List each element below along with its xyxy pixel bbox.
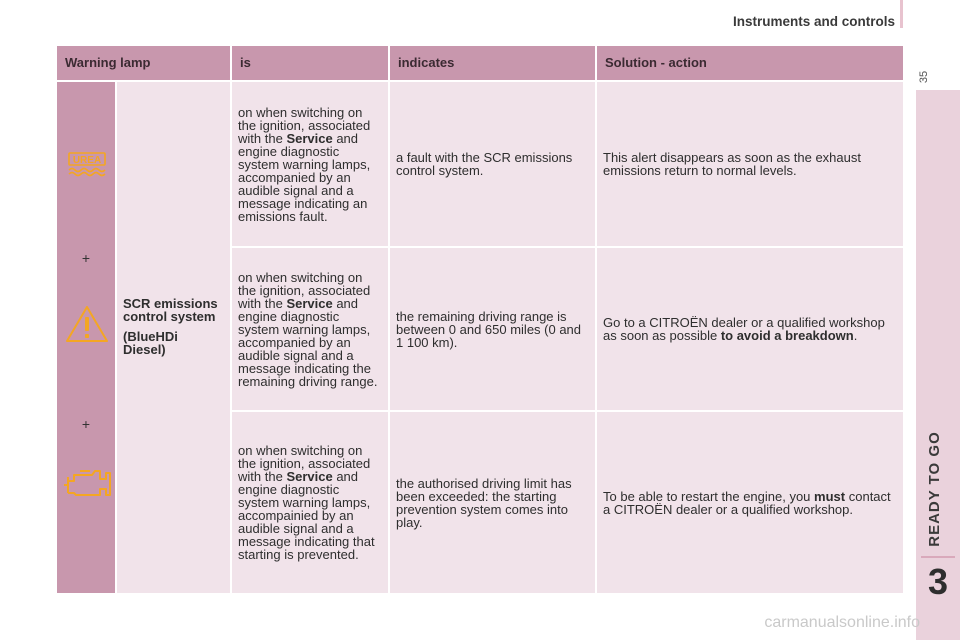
- plus-sign: +: [81, 416, 91, 432]
- column-header-indicates: indicates: [390, 46, 597, 80]
- table-row: [232, 82, 903, 246]
- header-rule: [900, 0, 903, 28]
- chapter-underline: [921, 556, 955, 558]
- urea-warning-icon: [66, 150, 108, 180]
- table-row: [232, 412, 903, 593]
- plus-sign: +: [81, 250, 91, 266]
- table-header-row: [57, 46, 903, 80]
- system-name-block: [123, 297, 223, 362]
- cell-indicates: a fault with the SCR emissions control system.: [390, 82, 595, 246]
- system-name: SCR emissions control system: [123, 296, 218, 325]
- cell-indicates: the remaining driving range is between 0 and 650 miles (0 and 1 100 km).: [390, 248, 595, 410]
- column-header-warning-lamp: Warning lamp: [57, 46, 232, 80]
- cell-solution: To be able to restart the engine, you must contact a CITROËN dealer or a qualified workshop.: [597, 412, 903, 593]
- column-header-solution: Solution - action: [605, 55, 707, 70]
- chapter-title: READY TO GO: [926, 431, 943, 547]
- system-variant: (BlueHDi Diesel): [123, 328, 178, 357]
- cell-solution: Go to a CITROËN dealer or a qualified workshop as soon as possible to avoid a breakdown.: [597, 248, 903, 410]
- table-row: [232, 248, 903, 410]
- cell-is: on when switching on the ignition, associated with the Service and engine diagnostic system warning lamps, accompanied by an audible signal and a message indicating the remaining driving range.: [232, 248, 388, 410]
- cell-solution: This alert disappears as soon as the exhaust emissions return to normal levels.: [597, 82, 903, 246]
- cell-is: on when switching on the ignition, associated with the Service and engine diagnostic system warning lamps, accompainied by an audible signal and a message indicating that starting is prevented.: [232, 412, 388, 593]
- svg-text:UREA: UREA: [72, 155, 102, 166]
- chapter-number: 3: [927, 561, 949, 602]
- page-header-title: Instruments and controls: [732, 14, 895, 29]
- column-header-is: is: [232, 46, 390, 80]
- watermark: carmanualsonline.info: [764, 614, 920, 631]
- page-number: 35: [918, 70, 930, 84]
- cell-indicates: the authorised driving limit has been exceeded: the starting prevention system comes into play.: [390, 412, 595, 593]
- engine-fault-icon: [62, 465, 112, 501]
- general-warning-icon: [64, 304, 110, 344]
- cell-is: on when switching on the ignition, associated with the Service and engine diagnostic system warning lamps, accompanied by an audible signal and a message indicating an emissions fault.: [232, 82, 388, 246]
